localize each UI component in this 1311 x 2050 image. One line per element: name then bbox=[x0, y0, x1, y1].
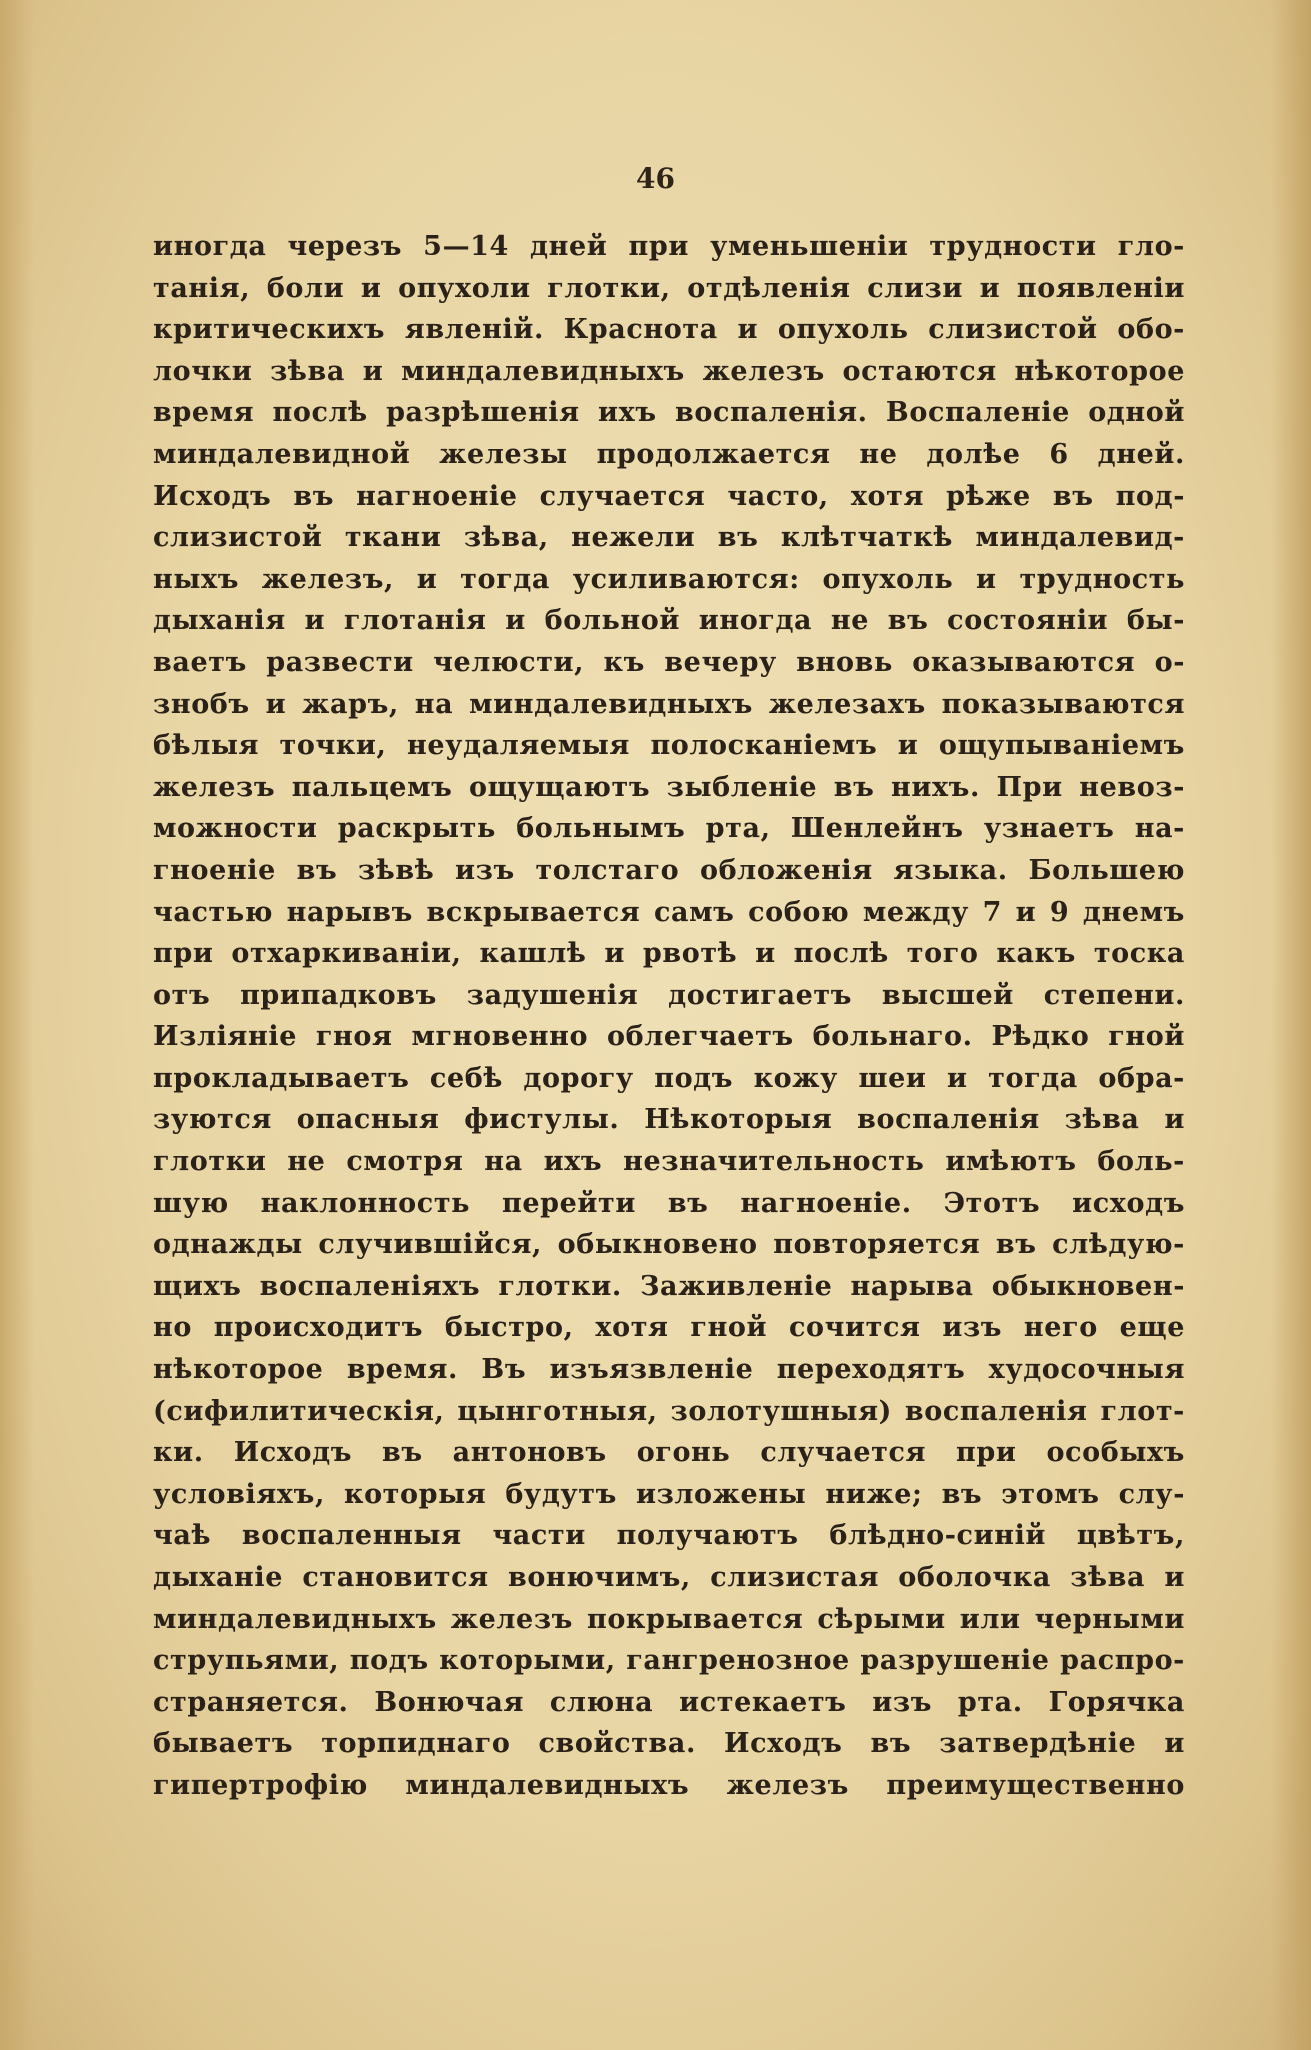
text-line: чаѣ воспаленныя части получаютъ блѣдно-синій цвѣтъ, bbox=[153, 1520, 1185, 1552]
text-line: струпьями, подъ которыми, гангренозное разрушеніе распро- bbox=[153, 1645, 1185, 1677]
text-line: Исходъ въ нагноеніе случается часто, хотя рѣже въ под- bbox=[153, 480, 1185, 512]
text-line: нѣкоторое время. Въ изъязвленіе переходятъ худосочныя bbox=[153, 1354, 1185, 1386]
text-line: но происходитъ быстро, хотя гной сочится изъ него еще bbox=[153, 1312, 1185, 1344]
text-line: щихъ воспаленіяхъ глотки. Заживленіе нарыва обыкновен- bbox=[153, 1270, 1185, 1302]
text-line: слизистой ткани зѣва, нежели въ клѣтчаткѣ миндалевид- bbox=[153, 522, 1185, 554]
text-line: дыханіе становится вонючимъ, слизистая оболочка зѣва и bbox=[153, 1562, 1185, 1593]
text-line: частью нарывъ вскрывается самъ собою между 7 и 9 днемъ bbox=[153, 896, 1185, 928]
text-line: однажды случившійся, обыкновено повторяется въ слѣдую- bbox=[153, 1229, 1185, 1261]
text-line: (сифилитическія, цынготныя, золотушныя) воспаленія глот- bbox=[153, 1395, 1185, 1427]
text-line: бываетъ торпиднаго свойства. Исходъ въ затвердѣніе и bbox=[153, 1728, 1185, 1760]
text-line: глотки не смотря на ихъ незначительность имѣютъ боль- bbox=[153, 1146, 1185, 1178]
text-line: шую наклонность перейти въ нагноеніе. Этотъ исходъ bbox=[153, 1187, 1185, 1219]
text-line: дыханія и глотанія и больной иногда не въ состояніи бы- bbox=[153, 605, 1185, 637]
text-line: ки. Исходъ въ антоновъ огонь случается при особыхъ bbox=[153, 1437, 1185, 1469]
text-line: время послѣ разрѣшенія ихъ воспаленія. Воспаленіе одной bbox=[153, 397, 1185, 429]
text-line: страняется. Вонючая слюна истекаетъ изъ рта. Горячка bbox=[153, 1686, 1185, 1718]
text-line: иногда черезъ 5—14 дней при уменьшеніи трудности гло- bbox=[153, 231, 1185, 262]
text-line: миндалевидныхъ железъ покрывается сѣрыми или черными bbox=[153, 1603, 1185, 1635]
text-line: отъ припадковъ задушенія достигаетъ высшей степени. bbox=[153, 979, 1185, 1011]
page-shadow-left bbox=[0, 0, 34, 2050]
text-line: гноеніе въ зѣвѣ изъ толстаго обложенія языка. Большею bbox=[153, 854, 1185, 886]
text-line: условіяхъ, которыя будутъ изложены ниже; въ этомъ слу- bbox=[153, 1478, 1185, 1510]
text-line: ваетъ развести челюсти, къ вечеру вновь оказываются о- bbox=[153, 646, 1185, 678]
text-line: ныхъ железъ, и тогда усиливаются: опухоль и трудность bbox=[153, 563, 1185, 595]
text-line: железъ пальцемъ ощущаютъ зыбленіе въ нихъ. При невоз- bbox=[153, 771, 1185, 803]
text-line: гипертрофію миндалевидныхъ железъ преимущественно bbox=[153, 1769, 1185, 1801]
text-line: можности раскрыть больнымъ рта, Шенлейнъ узнаетъ на- bbox=[153, 813, 1185, 845]
text-line: критическихъ явленій. Краснота и опухоль слизистой обо- bbox=[153, 314, 1185, 346]
body-text bbox=[153, 226, 1185, 1807]
text-line: знобъ и жаръ, на миндалевидныхъ железахъ показываются bbox=[153, 688, 1185, 720]
text-line: Изліяніе гноя мгновенно облегчаетъ больнаго. Рѣдко гной bbox=[153, 1021, 1185, 1053]
text-line: лочки зѣва и миндалевидныхъ железъ остаются нѣкоторое bbox=[153, 355, 1185, 387]
page-number: 46 bbox=[636, 162, 675, 195]
text-line: прокладываетъ себѣ дорогу подъ кожу шеи и тогда обра- bbox=[153, 1062, 1185, 1094]
text-line: танія, боли и опухоли глотки, отдѣленія слизи и появленіи bbox=[153, 272, 1185, 304]
text-line: бѣлыя точки, неудаляемыя полосканіемъ и ощупываніемъ bbox=[153, 730, 1185, 762]
page-shadow-right bbox=[1271, 0, 1311, 2050]
text-line: миндалевидной железы продолжается не долѣе 6 дней. bbox=[153, 438, 1185, 470]
text-line: при отхаркиваніи, кашлѣ и рвотѣ и послѣ того какъ тоска bbox=[153, 938, 1185, 970]
text-line: зуются опасныя фистулы. Нѣкоторыя воспаленія зѣва и bbox=[153, 1104, 1185, 1136]
